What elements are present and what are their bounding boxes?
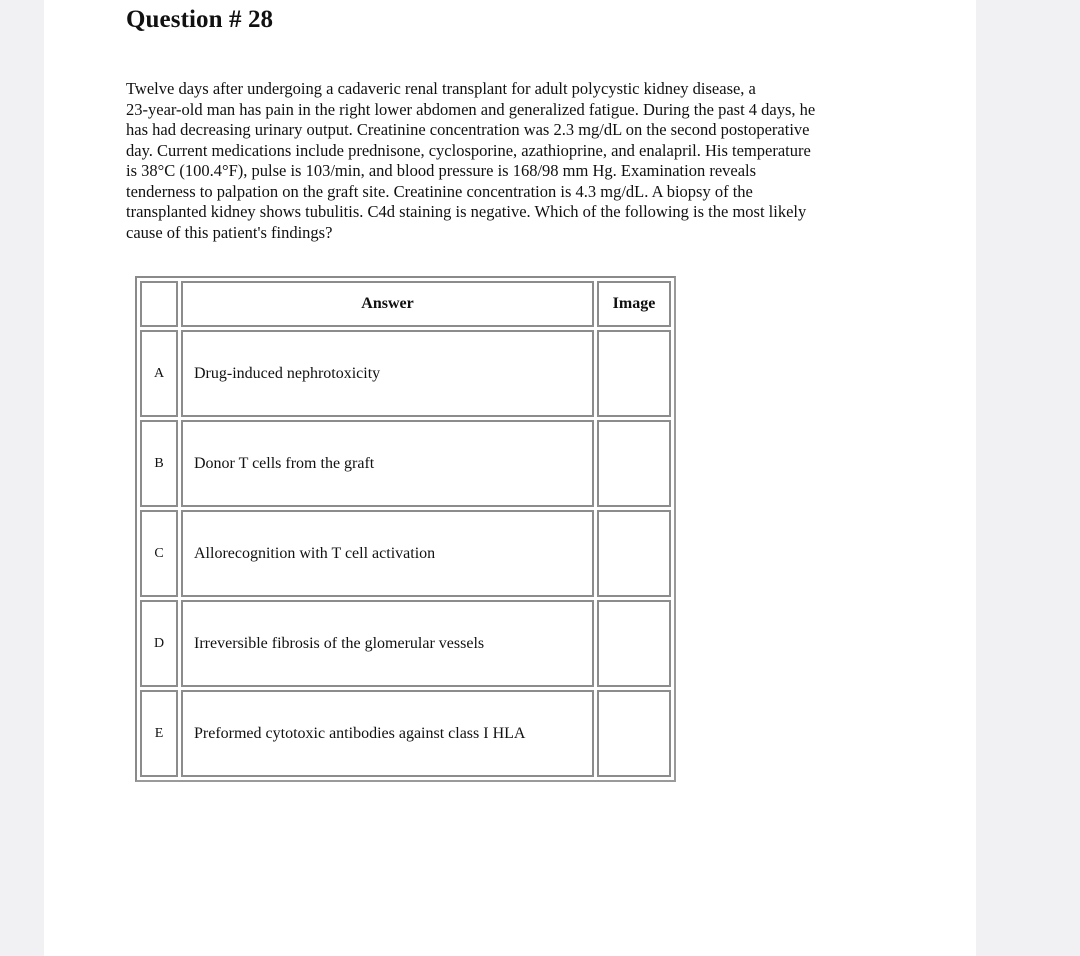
header-image: Image [597, 281, 671, 327]
header-letter [140, 281, 178, 327]
option-image-cell [597, 510, 671, 597]
answer-row-a[interactable] [140, 330, 671, 417]
stem-line: day. Current medications include prednisone, cyclosporine, azathioprine, and enalapril. His temperature [126, 140, 811, 160]
document-page [44, 0, 976, 956]
answer-row-d[interactable] [140, 600, 671, 687]
option-image-cell [597, 600, 671, 687]
answer-row-b[interactable] [140, 420, 671, 507]
stem-line: tenderness to palpation on the graft site. Creatinine concentration is 4.3 mg/dL. A biopsy of the [126, 181, 753, 201]
option-letter: C [140, 510, 178, 597]
option-text[interactable]: Preformed cytotoxic antibodies against class I HLA [181, 690, 594, 777]
answer-row-e[interactable] [140, 690, 671, 777]
option-image-cell [597, 420, 671, 507]
option-text[interactable]: Drug-induced nephrotoxicity [181, 330, 594, 417]
question-stem [126, 79, 906, 243]
option-letter: B [140, 420, 178, 507]
header-answer: Answer [181, 281, 594, 327]
stem-line: cause of this patient's findings? [126, 222, 333, 242]
stem-line: has had decreasing urinary output. Creatinine concentration was 2.3 mg/dL on the second postoperative [126, 120, 810, 139]
option-image-cell [597, 690, 671, 777]
stem-line: 23-year-old man has pain in the right lower abdomen and generalized fatigue. During the past 4 days, he [126, 99, 816, 119]
stem-line: is 38°C (100.4°F), pulse is 103/min, and blood pressure is 168/98 mm Hg. Examination reveals [126, 161, 757, 180]
option-text[interactable]: Donor T cells from the graft [181, 420, 594, 507]
option-text[interactable]: Irreversible fibrosis of the glomerular vessels [181, 600, 594, 687]
answer-row-c[interactable] [140, 510, 671, 597]
option-letter: E [140, 690, 178, 777]
stem-line: Twelve days after undergoing a cadaveric renal transplant for adult polycystic kidney disease, a [126, 79, 756, 98]
table-header-row [140, 281, 671, 327]
option-image-cell [597, 330, 671, 417]
question-title: Question # 28 [126, 6, 274, 33]
option-letter: A [140, 330, 178, 417]
option-text[interactable]: Allorecognition with T cell activation [181, 510, 594, 597]
option-letter: D [140, 600, 178, 687]
answer-table [135, 276, 676, 782]
stem-line: transplanted kidney shows tubulitis. C4d staining is negative. Which of the following is the most likely [126, 202, 807, 221]
